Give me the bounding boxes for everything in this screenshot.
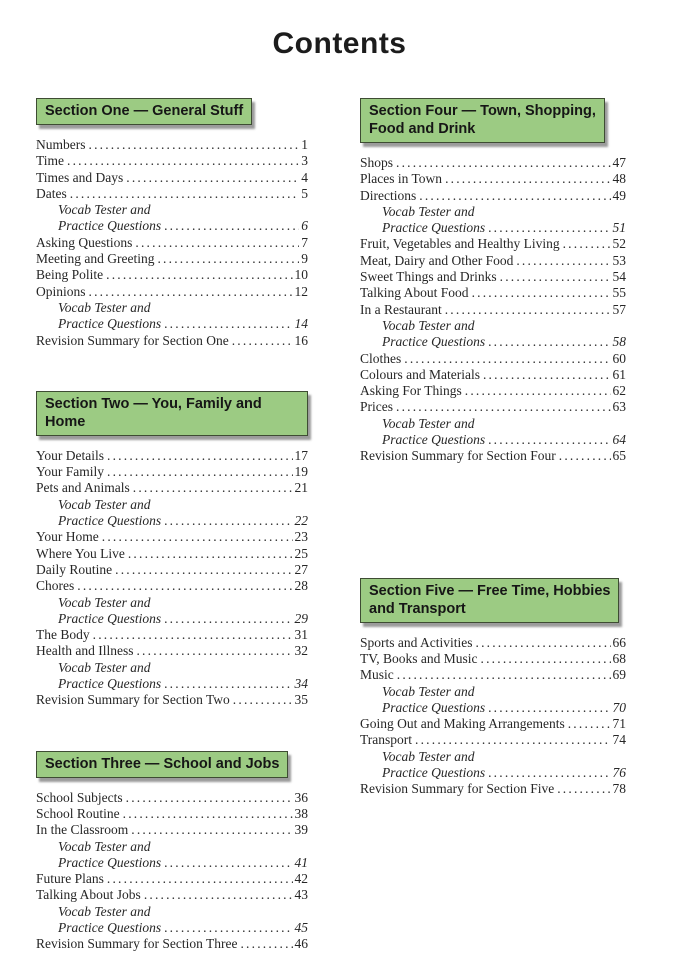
entry-label: Vocab Tester and [58, 299, 151, 315]
toc-subentry [36, 316, 308, 332]
page-number: 10 [294, 267, 308, 283]
toc-entry [36, 170, 308, 186]
section-one [36, 98, 308, 349]
toc-entry [36, 887, 308, 903]
entry-label: Vocab Tester and [382, 317, 475, 333]
dot-leader [128, 546, 293, 562]
page-number: 71 [612, 716, 626, 732]
toc-subentry [360, 749, 626, 765]
toc-entry [36, 235, 308, 251]
dot-leader [445, 171, 610, 187]
dot-leader [404, 351, 610, 367]
toc-subentry [360, 765, 626, 781]
toc-entry [36, 627, 308, 643]
dot-leader [500, 269, 611, 285]
toc-subentry [36, 611, 308, 627]
entry-label: Vocab Tester and [58, 903, 151, 919]
dot-leader [483, 367, 611, 383]
dot-leader [131, 822, 292, 838]
toc-subentry [36, 513, 308, 529]
entry-label: Practice Questions [58, 513, 162, 529]
entry-label: Revision Summary for Section Two [36, 692, 230, 708]
toc-entry [360, 383, 626, 399]
entry-label: Vocab Tester and [382, 203, 475, 219]
section-header-line: Section One — General Stuff [45, 103, 244, 119]
entry-label: Prices [360, 399, 393, 415]
page-number: 55 [612, 285, 626, 301]
dot-leader [563, 236, 611, 252]
page-number: 28 [294, 578, 308, 594]
toc-subentry [360, 220, 626, 236]
entry-label: Revision Summary for Section Five [360, 781, 555, 797]
entry-label: Clothes [360, 350, 402, 366]
toc-entry [36, 643, 308, 659]
entry-label: Practice Questions [58, 218, 162, 234]
page-number: 74 [612, 732, 626, 748]
entry-label: Being Polite [36, 267, 104, 283]
page-number: 54 [612, 269, 626, 285]
page-number: 16 [294, 332, 308, 348]
toc-subentry [360, 334, 626, 350]
entry-label: Practice Questions [58, 676, 162, 692]
dot-leader [164, 676, 292, 692]
entry-label: Practice Questions [382, 334, 486, 350]
dot-leader [123, 806, 293, 822]
entry-label: Practice Questions [382, 432, 486, 448]
entry-label: Chores [36, 578, 75, 594]
toc-entry [36, 137, 308, 153]
dot-leader [164, 611, 292, 627]
dot-leader [115, 562, 292, 578]
entry-label: Revision Summary for Section One [36, 332, 229, 348]
entry-label: Practice Questions [382, 220, 486, 236]
page-number: 68 [612, 650, 626, 666]
dot-leader [70, 186, 300, 202]
dot-leader [233, 692, 293, 708]
toc-entry [36, 546, 308, 562]
dot-leader [559, 448, 611, 464]
dot-leader [397, 667, 611, 683]
entry-label: Health and Illness [36, 643, 134, 659]
dot-leader [396, 399, 611, 415]
toc-entry [36, 284, 308, 300]
page-number: 39 [294, 822, 308, 838]
toc-entry [36, 822, 308, 838]
toc-entry [360, 635, 626, 651]
entry-label: Sweet Things and Drinks [360, 269, 497, 285]
dot-leader [107, 448, 292, 464]
dot-leader [89, 284, 293, 300]
toc-entry [36, 692, 308, 708]
section-header [360, 98, 605, 143]
toc-entry [360, 651, 626, 667]
page-number: 36 [294, 789, 308, 805]
dot-leader [107, 464, 292, 480]
toc-subentry [360, 432, 626, 448]
page-number: 17 [294, 447, 308, 463]
toc-entry [36, 806, 308, 822]
dot-leader [164, 316, 292, 332]
entry-label: Vocab Tester and [382, 748, 475, 764]
toc-entry [36, 186, 308, 202]
toc-entry [360, 448, 626, 464]
entry-label: Talking About Jobs [36, 887, 141, 903]
toc-entry [36, 871, 308, 887]
page-number: 70 [612, 699, 626, 715]
toc-entry [360, 781, 626, 797]
page-number: 76 [612, 765, 626, 781]
dot-leader [488, 220, 610, 236]
page-number: 38 [294, 805, 308, 821]
page-number: 35 [294, 692, 308, 708]
page-number: 21 [294, 480, 308, 496]
toc-subentry [36, 920, 308, 936]
entry-label: Vocab Tester and [58, 659, 151, 675]
page-number: 58 [612, 334, 626, 350]
entry-label: Shops [360, 155, 394, 170]
page-number: 25 [294, 545, 308, 561]
toc-entry [360, 351, 626, 367]
page-number: 7 [301, 234, 308, 250]
toc-subentry [36, 660, 308, 676]
page-number: 32 [294, 643, 308, 659]
dot-leader [126, 170, 299, 186]
toc-entry [36, 153, 308, 169]
entry-label: Practice Questions [58, 316, 162, 332]
entry-label: Times and Days [36, 169, 124, 185]
toc-subentry [36, 218, 308, 234]
entry-label: Daily Routine [36, 561, 113, 577]
toc-entry [36, 464, 308, 480]
toc-entry [360, 188, 626, 204]
dot-leader [135, 235, 299, 251]
page-number: 46 [294, 936, 308, 952]
dot-leader [164, 513, 292, 529]
dot-leader [488, 432, 610, 448]
entry-label: Your Details [36, 447, 105, 463]
entry-label: Meeting and Greeting [36, 251, 155, 267]
entry-label: Revision Summary for Section Three [36, 936, 238, 952]
page-number: 53 [612, 252, 626, 268]
entry-label: Fruit, Vegetables and Healthy Living [360, 236, 560, 252]
dot-leader [107, 871, 293, 887]
toc-subentry [36, 595, 308, 611]
entry-label: Directions [360, 187, 417, 203]
toc-entry [36, 267, 308, 283]
section-entries [360, 155, 626, 465]
toc-entry [360, 667, 626, 683]
entry-label: Colours and Materials [360, 366, 480, 382]
entry-label: Vocab Tester and [58, 202, 151, 218]
dot-leader [126, 790, 293, 806]
dot-leader [516, 253, 610, 269]
toc-entry [360, 399, 626, 415]
entry-label: In a Restaurant [360, 301, 442, 317]
entry-label: Numbers [36, 137, 86, 152]
page-number: 14 [294, 316, 308, 332]
page-number: 52 [612, 236, 626, 252]
section-four [360, 98, 626, 465]
section-header-line: Food and Drink [369, 121, 476, 137]
entry-label: School Routine [36, 805, 120, 821]
entry-label: Your Family [36, 464, 105, 480]
dot-leader [106, 267, 292, 283]
entry-label: Vocab Tester and [382, 683, 475, 699]
page-number: 49 [612, 187, 626, 203]
entry-label: Future Plans [36, 871, 104, 887]
page-number: 5 [301, 185, 308, 201]
toc-entry [360, 171, 626, 187]
toc-entry [36, 480, 308, 496]
page-number: 31 [294, 627, 308, 643]
page-number: 61 [612, 366, 626, 382]
toc-entry [360, 367, 626, 383]
dot-leader [488, 700, 610, 716]
entry-label: TV, Books and Music [360, 650, 478, 666]
page-number: 45 [294, 919, 308, 935]
right-column [360, 0, 626, 798]
page-number: 43 [294, 887, 308, 903]
entry-label: Vocab Tester and [58, 496, 151, 512]
page-number: 69 [612, 667, 626, 683]
dot-leader [164, 920, 292, 936]
entry-label: Opinions [36, 283, 86, 299]
section-entries [360, 635, 626, 798]
entry-label: School Subjects [36, 789, 123, 805]
page-number: 60 [612, 350, 626, 366]
entry-label: Practice Questions [382, 765, 486, 781]
dot-leader [465, 383, 611, 399]
entry-label: Asking Questions [36, 234, 133, 250]
page-number: 65 [612, 448, 626, 464]
dot-leader [232, 333, 293, 349]
entry-label: Music [360, 667, 394, 683]
dot-leader [77, 578, 292, 594]
section-entries [36, 790, 308, 953]
dot-leader [164, 218, 299, 234]
page-number: 29 [294, 610, 308, 626]
toc-subentry [36, 855, 308, 871]
toc-entry [36, 578, 308, 594]
page-number: 34 [294, 676, 308, 692]
entry-label: Vocab Tester and [382, 415, 475, 431]
page-number: 22 [294, 513, 308, 529]
dot-leader [488, 765, 610, 781]
dot-leader [67, 153, 299, 169]
dot-leader [93, 627, 293, 643]
page-number: 78 [612, 781, 626, 797]
dot-leader [136, 643, 292, 659]
section-two [36, 391, 308, 709]
dot-leader [396, 155, 610, 171]
entry-label: Places in Town [360, 171, 443, 187]
dot-leader [557, 781, 610, 797]
dot-leader [419, 188, 610, 204]
toc-subentry [360, 318, 626, 334]
dot-leader [102, 529, 293, 545]
entry-label: Your Home [36, 529, 99, 545]
page-number: 66 [612, 634, 626, 650]
dot-leader [476, 635, 611, 651]
toc-entry [36, 333, 308, 349]
section-header-line: Section Two — You, Family and Home [45, 395, 262, 430]
toc-subentry [36, 202, 308, 218]
entry-label: Pets and Animals [36, 480, 130, 496]
toc-entry [360, 302, 626, 318]
toc-entry [360, 155, 626, 171]
page-number: 6 [301, 218, 308, 234]
entry-label: Talking About Food [360, 285, 469, 301]
entry-label: Dates [36, 185, 67, 201]
page-number: 63 [612, 399, 626, 415]
dot-leader [481, 651, 611, 667]
page-number: 1 [301, 137, 308, 152]
toc-entry [360, 716, 626, 732]
page-number: 12 [294, 283, 308, 299]
toc-subentry [360, 684, 626, 700]
page-number: 27 [294, 561, 308, 577]
entry-label: Revision Summary for Section Four [360, 448, 556, 464]
section-header [36, 98, 252, 125]
section-three [36, 751, 308, 953]
entry-label: Time [36, 153, 65, 169]
page-number: 9 [301, 251, 308, 267]
section-entries [36, 448, 308, 709]
entry-label: Practice Questions [58, 854, 162, 870]
toc-subentry [36, 904, 308, 920]
toc-entry [360, 253, 626, 269]
entry-label: Asking For Things [360, 383, 462, 399]
entry-label: Practice Questions [382, 699, 486, 715]
page-number: 42 [294, 871, 308, 887]
entry-label: Sports and Activities [360, 634, 473, 650]
page-number: 4 [301, 169, 308, 185]
dot-leader [133, 480, 293, 496]
toc-entry [36, 790, 308, 806]
section-header-line: Section Three — School and Jobs [45, 755, 280, 772]
section-header-line: and Transport [369, 600, 466, 617]
toc-subentry [36, 839, 308, 855]
page-number: 3 [301, 153, 308, 169]
toc-subentry [36, 300, 308, 316]
dot-leader [472, 285, 611, 301]
dot-leader [488, 334, 610, 350]
entry-label: Practice Questions [58, 919, 162, 935]
page-number: 57 [612, 301, 626, 317]
toc-entry [36, 251, 308, 267]
toc-subentry [360, 416, 626, 432]
toc-subentry [360, 204, 626, 220]
section-header [360, 578, 619, 623]
page-title: Contents [272, 27, 407, 60]
section-header-line: Section Five — Free Time, Hobbies [369, 582, 611, 599]
section-header-line: Section Four — Town, Shopping, [369, 103, 596, 119]
dot-leader [164, 855, 292, 871]
toc-entry [36, 562, 308, 578]
left-column [36, 0, 308, 953]
dot-leader [144, 887, 293, 903]
toc-entry [360, 285, 626, 301]
toc-entry [36, 448, 308, 464]
entry-label: Transport [360, 732, 413, 748]
page-number: 62 [612, 383, 626, 399]
dot-leader [89, 137, 300, 153]
toc-entry [36, 529, 308, 545]
page-number: 47 [612, 155, 626, 170]
entry-label: Vocab Tester and [58, 838, 151, 854]
dot-leader [415, 732, 610, 748]
entry-label: Going Out and Making Arrangements [360, 716, 565, 732]
page-number: 41 [294, 854, 308, 870]
page-number: 64 [612, 432, 626, 448]
section-five [360, 578, 626, 798]
dot-leader [445, 302, 611, 318]
page-number: 19 [294, 464, 308, 480]
entry-label: Vocab Tester and [58, 594, 151, 610]
dot-leader [568, 716, 611, 732]
toc-entry [36, 936, 308, 952]
entry-label: Meat, Dairy and Other Food [360, 252, 514, 268]
page-number: 23 [294, 529, 308, 545]
toc-subentry [360, 700, 626, 716]
entry-label: Practice Questions [58, 610, 162, 626]
toc-entry [360, 236, 626, 252]
section-entries [36, 137, 308, 349]
section-header [36, 751, 288, 778]
toc-subentry [36, 676, 308, 692]
entry-label: In the Classroom [36, 822, 129, 838]
toc-subentry [36, 497, 308, 513]
toc-entry [360, 269, 626, 285]
entry-label: The Body [36, 627, 90, 643]
section-header [36, 391, 308, 436]
page-number: 48 [612, 171, 626, 187]
dot-leader [157, 251, 299, 267]
dot-leader [240, 936, 292, 952]
toc-entry [360, 732, 626, 748]
entry-label: Where You Live [36, 545, 125, 561]
page-number: 51 [612, 220, 626, 236]
